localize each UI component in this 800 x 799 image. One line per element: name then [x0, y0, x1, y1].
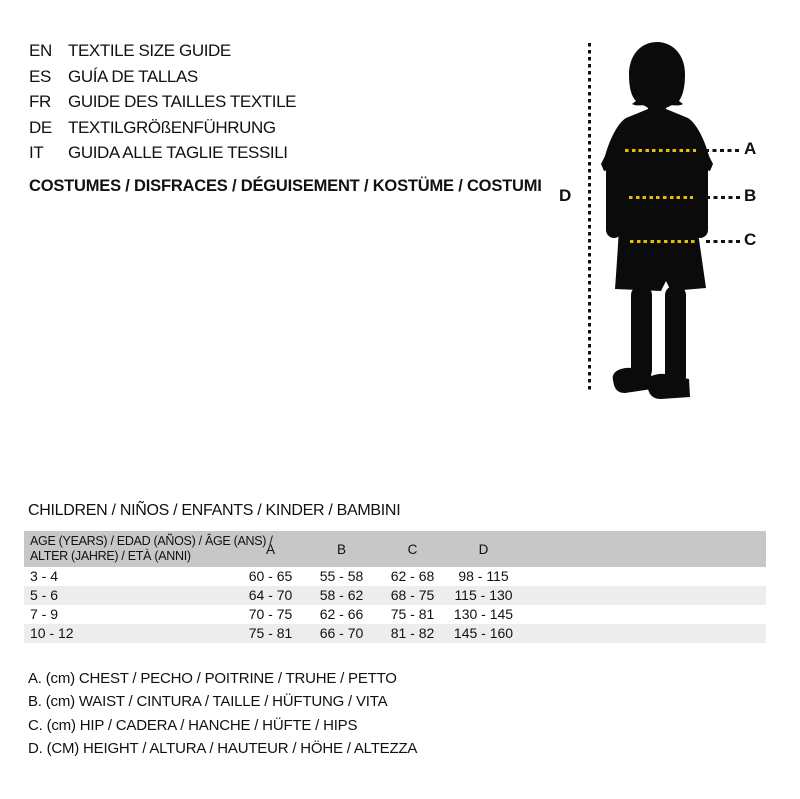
hip-cell: 75 - 81	[390, 606, 435, 622]
language-row-fr	[29, 89, 296, 115]
filler-cell	[519, 567, 766, 586]
language-row-en	[29, 38, 296, 64]
age-cell: 7 - 9	[30, 606, 59, 622]
language-label: GUIDE DES TAILLES TEXTILE	[68, 92, 297, 111]
children-size-table	[24, 531, 766, 643]
waist-cell: 66 - 70	[319, 625, 364, 641]
age-cell: 10 - 12	[30, 625, 74, 641]
language-code: EN	[29, 41, 52, 60]
waist-measure-line	[629, 196, 693, 199]
height-label: D	[559, 186, 572, 205]
language-label: TEXTILE SIZE GUIDE	[68, 41, 231, 60]
chest-measure-line	[625, 149, 696, 152]
chest-cell: 70 - 75	[248, 606, 293, 622]
chest-callout-line	[705, 149, 741, 152]
chest-cell: 60 - 65	[248, 568, 293, 584]
measurement-notes	[28, 667, 417, 760]
height-cell: 98 - 115	[458, 568, 509, 584]
height-cell: 130 - 145	[453, 606, 514, 622]
age-header-cell	[24, 531, 273, 567]
filler-cell	[519, 586, 766, 605]
note-height: D. (CM) HEIGHT / ALTURA / HAUTEUR / HÖHE / ALTEZZA	[28, 739, 418, 757]
waist-cell: 55 - 58	[319, 568, 364, 584]
height-cell: 115 - 130	[454, 587, 513, 603]
note-hip: C. (cm) HIP / CADERA / HANCHE / HÜFTE / HIPS	[28, 716, 358, 734]
language-label: GUÍA DE TALLAS	[68, 66, 198, 86]
waist-cell: 62 - 66	[319, 606, 364, 622]
height-cell: 145 - 160	[453, 625, 514, 641]
header-filler-cell	[519, 531, 766, 567]
hip-cell: 81 - 82	[390, 625, 435, 641]
table-row	[24, 567, 766, 586]
language-row-es	[29, 64, 296, 90]
size-figure	[555, 35, 800, 405]
language-code: IT	[29, 143, 44, 162]
child-silhouette-icon	[592, 40, 742, 400]
language-label: TEXTILGRÖßENFÜHRUNG	[68, 117, 276, 137]
language-code: ES	[29, 66, 51, 86]
language-row-de	[29, 115, 296, 141]
filler-cell	[519, 605, 766, 624]
language-code: FR	[29, 92, 51, 111]
table-row	[24, 624, 766, 643]
table-header-row	[24, 531, 766, 567]
age-header-line2: ALTER (JAHRE) / ETÀ (ANNI)	[30, 549, 191, 563]
costumes-heading: COSTUMES / DISFRACES / DÉGUISEMENT / KOSTÜME / COSTUMI	[29, 177, 542, 195]
column-header-b: B	[336, 541, 346, 557]
column-header-c: C	[407, 541, 418, 557]
age-cell: 3 - 4	[30, 568, 59, 584]
hip-label: C	[744, 230, 757, 249]
hip-cell: 68 - 75	[390, 587, 435, 603]
language-row-it	[29, 140, 296, 166]
filler-cell	[519, 624, 766, 643]
language-list	[29, 38, 296, 166]
waist-label: B	[744, 186, 757, 205]
table-title: CHILDREN / NIÑOS / ENFANTS / KINDER / BAMBINI	[28, 502, 401, 519]
height-measure-line	[588, 43, 591, 393]
waist-callout-line	[706, 196, 740, 199]
language-code: DE	[29, 117, 52, 137]
hip-callout-line	[706, 240, 740, 243]
note-chest: A. (cm) CHEST / PECHO / POITRINE / TRUHE / PETTO	[28, 670, 397, 687]
waist-cell: 58 - 62	[319, 587, 364, 603]
age-header-line1: AGE (YEARS) / EDAD (AÑOS) / ÂGE (ANS) /	[30, 533, 273, 548]
column-header-a: A	[265, 541, 275, 557]
table-row	[24, 605, 766, 624]
age-cell: 5 - 6	[30, 587, 59, 603]
language-label: GUIDA ALLE TAGLIE TESSILI	[68, 143, 288, 162]
chest-cell: 64 - 70	[248, 587, 293, 603]
column-header-d: D	[478, 541, 489, 557]
hip-cell: 62 - 68	[390, 568, 435, 584]
note-waist: B. (cm) WAIST / CINTURA / TAILLE / HÜFTUNG / VITA	[28, 693, 388, 711]
table-row	[24, 586, 766, 605]
chest-label: A	[744, 139, 757, 158]
chest-cell: 75 - 81	[248, 625, 293, 641]
hip-measure-line	[630, 240, 697, 243]
